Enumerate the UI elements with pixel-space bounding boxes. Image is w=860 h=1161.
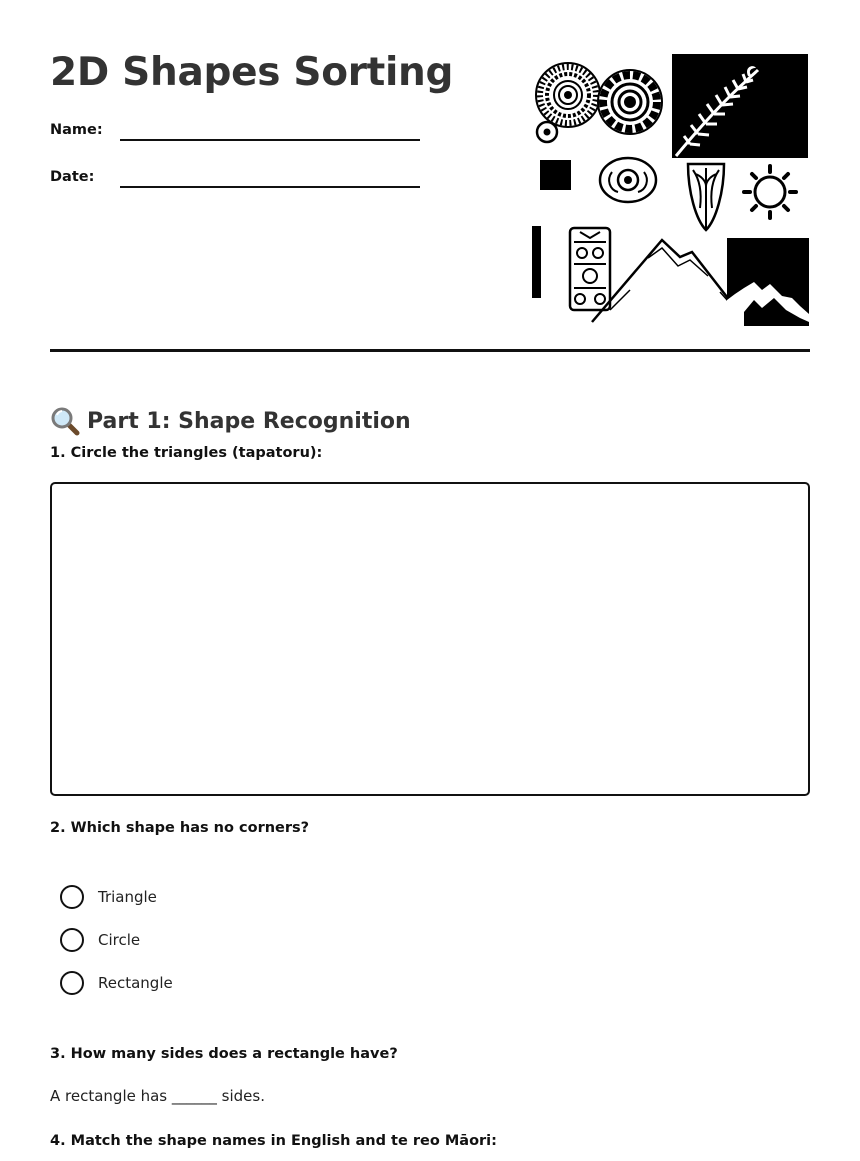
date-label: Date: [50, 169, 95, 185]
date-line[interactable] [120, 186, 420, 188]
question-1: 1. Circle the triangles (tapatoru): [50, 445, 323, 461]
segmented-ring-icon [598, 70, 662, 134]
question-3: 3. How many sides does a rectangle have? [50, 1046, 398, 1062]
carved-shield-icon [688, 164, 724, 230]
patterned-circle-icon [536, 63, 600, 127]
option-rectangle[interactable] [60, 970, 173, 996]
name-label: Name: [50, 122, 103, 138]
option-circle[interactable] [60, 927, 140, 953]
magnifying-glass-icon [50, 406, 80, 436]
radio-circle[interactable] [60, 928, 84, 952]
radio-rectangle[interactable] [60, 971, 84, 995]
tiki-carving-icon [570, 228, 610, 310]
radio-triangle[interactable] [60, 885, 84, 909]
section-title-text: Part 1: Shape Recognition [87, 408, 411, 434]
option-label: Circle [98, 931, 141, 949]
question-4: 4. Match the shape names in English and te reo Māori: [50, 1133, 497, 1149]
date-field [50, 169, 420, 199]
header-artwork [530, 52, 810, 328]
mountains-icon [592, 240, 748, 324]
rectangle-sides-sentence[interactable]: A rectangle has ______ sides. [50, 1087, 265, 1105]
mountain-panel-icon [727, 238, 809, 326]
header-divider [50, 349, 810, 352]
thin-bar-icon [532, 226, 541, 298]
small-square-icon [540, 160, 571, 190]
option-triangle[interactable] [60, 884, 157, 910]
section-title-shape-recognition [50, 406, 411, 436]
oval-spiral-icon [600, 158, 656, 202]
triangle-answer-box[interactable] [50, 482, 810, 796]
small-ring-icon [537, 122, 557, 142]
name-line[interactable] [120, 139, 420, 141]
option-label: Rectangle [98, 974, 173, 992]
fern-panel-icon [672, 54, 808, 158]
sun-icon [744, 166, 796, 218]
name-field [50, 122, 420, 152]
question-2: 2. Which shape has no corners? [50, 820, 310, 836]
page-title: 2D Shapes Sorting [50, 50, 454, 95]
option-label: Triangle [98, 888, 157, 906]
